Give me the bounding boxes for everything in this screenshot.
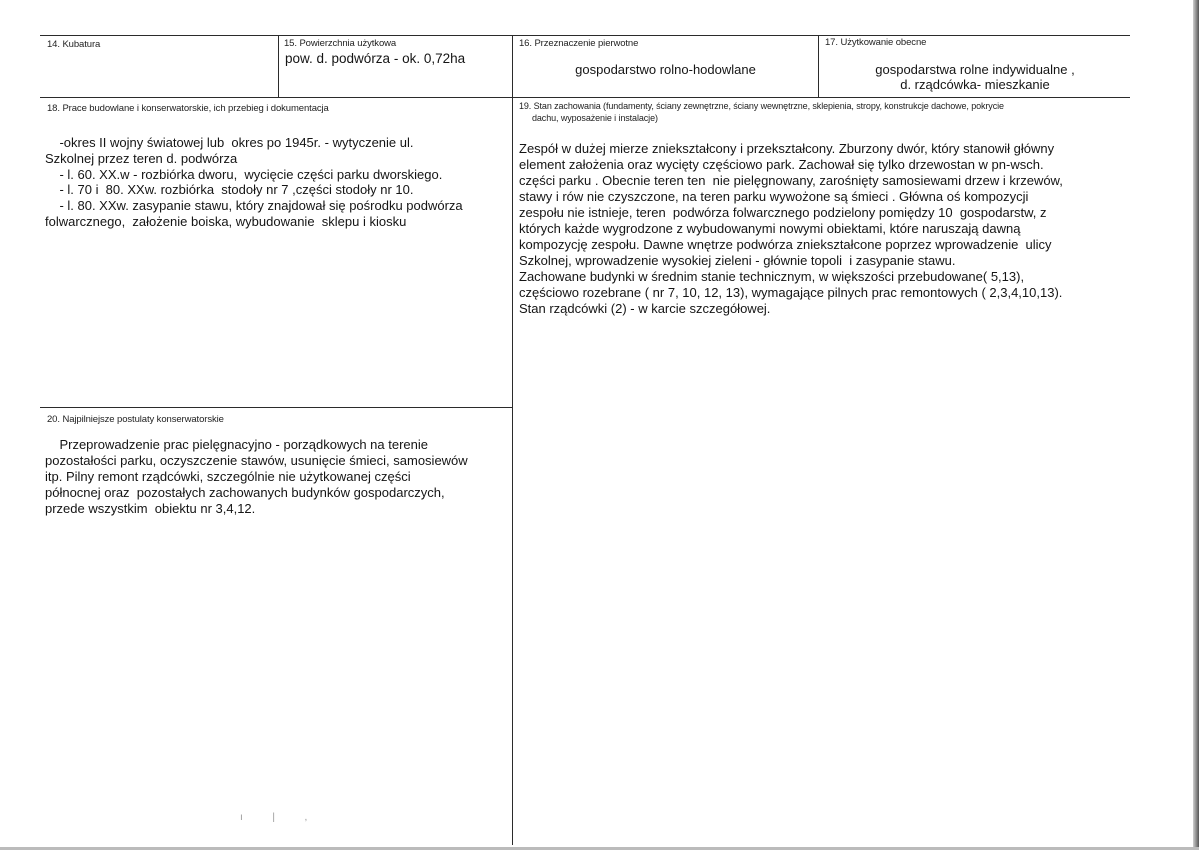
field-18-line: - l. 70 i 80. XXw. rozbiórka stodoły nr 7 ,części stodoły nr 10. bbox=[45, 182, 414, 197]
field-19-line: Stan rządcówki (2) - w karcie szczegółowej. bbox=[519, 301, 771, 316]
field-16-value: gospodarstwo rolno-hodowlane bbox=[575, 62, 756, 77]
field-19-line: których każde wygrodzone z wybudowanymi nowymi obiektami, które naruszają dawną bbox=[519, 221, 1021, 236]
field-18-line: - l. 60. XX.w - rozbiórka dworu, wycięcie części parku dworskiego. bbox=[45, 167, 443, 182]
field-19-label-line2: dachu, wyposażenie i instalacje) bbox=[532, 113, 658, 123]
field-19-line: częściowo rozebrane ( nr 7, 10, 12, 13), wymagające pilnych prac remontowych ( 2,3,4,10,13). bbox=[519, 285, 1063, 300]
field-20-line: Przeprowadzenie prac pielęgnacyjno - porządkowych na terenie bbox=[45, 437, 428, 452]
col-left-divider bbox=[40, 407, 512, 408]
vline-14-15 bbox=[278, 35, 279, 97]
field-17-label: 17. Użytkowanie obecne bbox=[825, 37, 927, 48]
field-17-value-line2: d. rządcówka- mieszkanie bbox=[900, 77, 1050, 92]
field-19-label-line1: 19. Stan zachowania (fundamenty, ściany zewnętrzne, ściany wewnętrzne, sklepienia, stropy, konstrukcje dachowe, pokrycie bbox=[519, 101, 1004, 111]
field-19-line: kompozycję zespołu. Dawne wnętrze podwórza zniekształcone poprzez wprowadzenie ulicy bbox=[519, 237, 1052, 252]
field-19-line: element założenia oraz wycięty częściowo park. Zachował się tylko drzewostan w pn-wsch. bbox=[519, 157, 1044, 172]
field-15-label: 15. Powierzchnia użytkowa bbox=[284, 38, 397, 49]
field-19-line: części parku . Obecnie teren ten nie pielęgnowany, zarośnięty samosiewami drzew i krzewów, bbox=[519, 173, 1063, 188]
field-20-line: przede wszystkim obiektu nr 3,4,12. bbox=[45, 501, 256, 516]
field-18-line: Szkolnej przez teren d. podwórza bbox=[45, 151, 238, 166]
vline-16-17 bbox=[818, 35, 819, 97]
field-20-line: itp. Pilny remont rządcówki, szczególnie nie użytkowanej części bbox=[45, 469, 411, 484]
field-19-line: Zachowane budynki w średnim stanie technicznym, w większości przebudowane( 5,13), bbox=[519, 269, 1025, 284]
field-16-label: 16. Przeznaczenie pierwotne bbox=[519, 38, 639, 49]
field-14-label: 14. Kubatura bbox=[47, 39, 101, 50]
field-19-line: stawy i rów nie czyszczone, na teren parku wywożone są śmieci . Główna oś kompozycji bbox=[519, 189, 1029, 204]
field-20-line: północnej oraz pozostałych zachowanych budynków gospodarczych, bbox=[45, 485, 445, 500]
top-border bbox=[40, 35, 1130, 36]
field-15-value: pow. d. podwórza - ok. 0,72ha bbox=[285, 51, 466, 66]
scan-edge-shadow bbox=[1193, 0, 1199, 850]
field-20-line: pozostałości parku, oczyszczenie stawów, usunięcie śmieci, samosiewów bbox=[45, 453, 468, 468]
field-18-line: - l. 80. XXw. zasypanie stawu, który znajdował się pośrodku podwórza bbox=[45, 198, 463, 213]
row-divider-1 bbox=[40, 97, 1130, 98]
field-18-line: folwarcznego, założenie boiska, wybudowanie sklepu i kiosku bbox=[45, 214, 407, 229]
field-19-line: Zespół w dużej mierze zniekształcony i przekształcony. Zburzony dwór, który stanowił główny bbox=[519, 141, 1055, 156]
field-17-value-line1: gospodarstwa rolne indywidualne , bbox=[875, 62, 1075, 77]
field-19-line: Szkolnej, wprowadzenie wysokiej zieleni - głównie topoli i zasypanie stawu. bbox=[519, 253, 956, 268]
field-19-line: zespołu nie istnieje, teren podwórza folwarcznego podzielony pomiędzy 10 gospodarstw, z bbox=[519, 205, 1047, 220]
field-18-line: -okres II wojny światowej lub okres po 1945r. - wytyczenie ul. bbox=[45, 135, 414, 150]
vline-middle bbox=[512, 35, 513, 845]
field-20-label: 20. Najpilniejsze postulaty konserwatorskie bbox=[47, 414, 224, 425]
footer-marks: ı | , bbox=[240, 812, 316, 823]
field-18-label: 18. Prace budowlane i konserwatorskie, ich przebieg i dokumentacja bbox=[47, 103, 329, 114]
